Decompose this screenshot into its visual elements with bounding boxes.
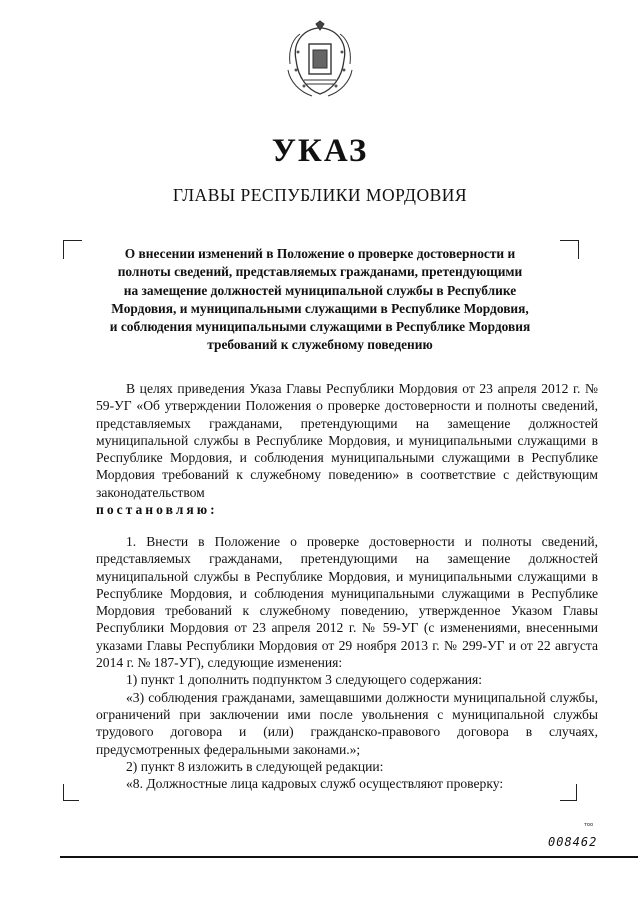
heading-line: на замещение должностей муниципальной службы в Республике [123, 282, 517, 298]
body-paragraph: «8. Должностные лица кадровых служб осуществляют проверку: [126, 776, 504, 792]
heading-line: Мордовия, и муниципальными служащими в Республике Мордовия, [111, 300, 529, 316]
page-number: 008462 [548, 835, 598, 849]
heading-line: О внесении изменений в Положение о проверке достоверности и [124, 246, 516, 261]
corner-mark-bottom-right [560, 800, 576, 801]
body-paragraph: «3) соблюдения гражданами, замещавшими должности муниципальной службы, ограничений при заключении ими после увольнения с муниципальной службы трудового договора и (или) гражданско-правового договора в случаях, предусмотренных федеральными законами.»; [96, 689, 598, 757]
heading-line: и соблюдения муниципальными служащими в Республике Мордовия [109, 319, 531, 335]
body-paragraph: 1) пункт 1 дополнить подпунктом 3 следующего содержания: [126, 672, 483, 688]
decree-heading [95, 245, 545, 355]
heading-line: требований к служебному поведению [207, 337, 433, 353]
coat-of-arms-emblem [282, 20, 358, 100]
corner-mark-top-right [560, 240, 579, 259]
footer-divider [60, 856, 638, 858]
corner-mark-bottom-left [63, 800, 79, 801]
small-mark: тоо [584, 822, 594, 828]
decree-word: постановляю: [96, 502, 218, 518]
document-subtitle: ГЛАВЫ РЕСПУБЛИКИ МОРДОВИЯ [172, 185, 468, 205]
body-paragraph: 1. Внести в Положение о проверке достоверности и полноты сведений, представляемых гражданами, претендующими на замещение должностей муниципальной службы в Республике Мордовия, и муниципальными служащими в Республике Мордовия, и соблюдения муниципальными служащими в Республике Мордовия требований к служебному поведению, утвержденное Указом Главы Республики Мордовия от 23 апреля 2012 г. № 59-УГ (с изменениями, внесенными указами Главы Республики Мордовия от 29 ноября 2013 г. № 299-УГ и от 22 августа 2014 г. № 187-УГ), следующие изменения: [96, 534, 598, 671]
heading-line: полноты сведений, представляемых гражданами, претендующими [117, 264, 523, 280]
corner-mark-bottom-right-vertical [576, 784, 577, 801]
body-paragraph: 2) пункт 8 изложить в следующей редакции: [126, 758, 384, 774]
corner-mark-bottom-left-vertical [63, 784, 64, 801]
body-block [96, 533, 598, 792]
preamble-block [96, 380, 598, 518]
preamble-paragraph: В целях приведения Указа Главы Республики Мордовия от 23 апреля 2012 г. № 59-УГ «Об утверждении Положения о проверке достоверности и полноты сведений, представляемых гражданами, претендующими на замещение должностей муниципальной службы в Республике Мордовия, и муниципальными служащими в Республике Мордовия, и соблюдения муниципальными служащими в Республике Мордовия требований к служебному поведению» в соответствие с действующим законодательством [96, 381, 598, 500]
document-title: УКАЗ [271, 133, 369, 169]
corner-mark-top-left [63, 240, 82, 259]
